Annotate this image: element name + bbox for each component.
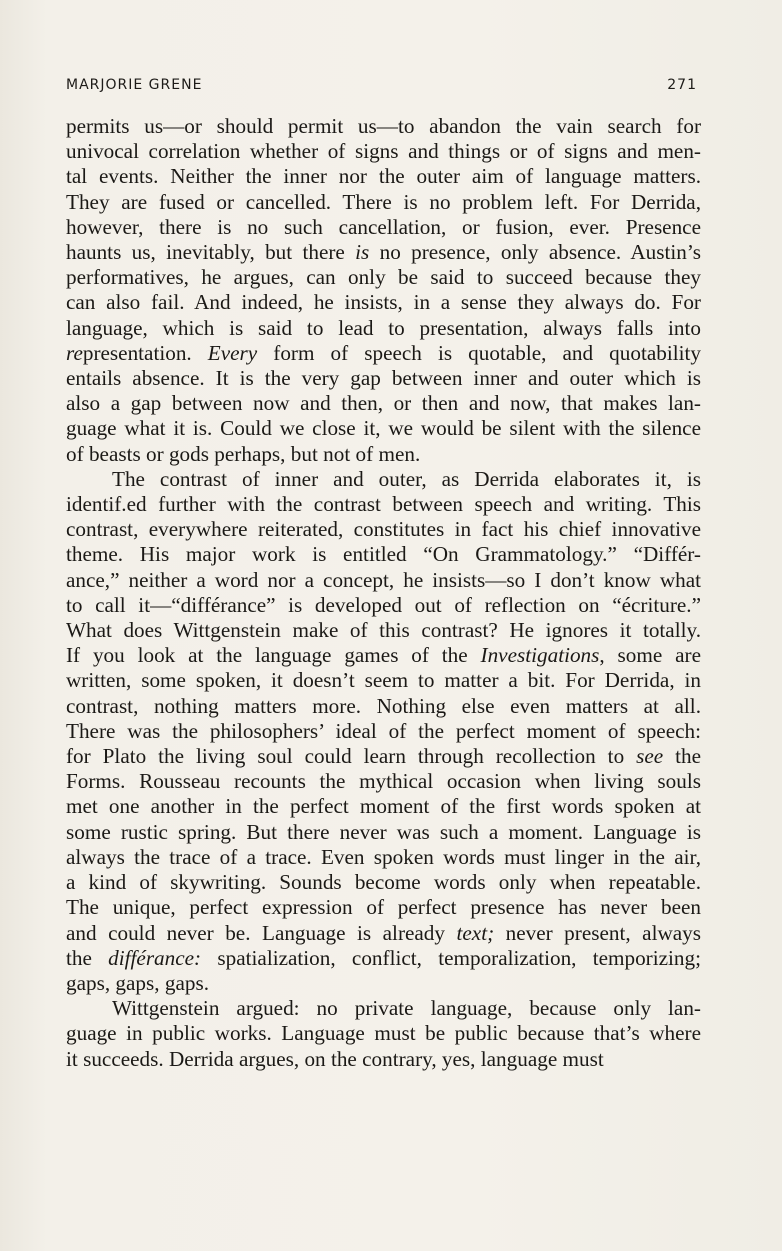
text-line: and could never be. Language is already text; never present, always (66, 920, 701, 945)
text-line: language, which is said to lead to presentation, always falls into (66, 315, 701, 340)
text-line: the différance: spatialization, conflict, temporalization, temporizing; (66, 945, 701, 970)
text-line: written, some spoken, it doesn’t seem to matter a bit. For Derrida, in (66, 668, 701, 693)
text-line: gaps, gaps, gaps. (66, 970, 209, 995)
text-line: The contrast of inner and outer, as Derrida elaborates it, is (112, 466, 701, 491)
text-line: permits us—or should permit us—to abandon the vain search for (66, 114, 701, 138)
text-line: identif.ed further with the contrast between speech and writing. This (66, 492, 701, 517)
text-line: for Plato the living soul could learn through recollection to see the (66, 744, 701, 769)
italic-text: text; (456, 920, 495, 945)
text-line: also a gap between now and then, or then and now, that makes lan- (66, 391, 701, 416)
text-line: ance,” neither a word nor a concept, he insists—so I don’t know what (66, 567, 701, 592)
text-line: Wittgenstein argued: no private language, because only lan- (112, 996, 701, 1021)
text-line: guage what it is. Could we close it, we would be silent with the silence (66, 416, 701, 441)
text-line: The unique, perfect expression of perfect presence has never been (66, 895, 701, 920)
running-head-author: MARJORIE GRENE (66, 77, 203, 93)
text-line: of beasts or gods perhaps, but not of men. (66, 441, 421, 466)
text-line: contrast, nothing matters more. Nothing else even matters at all. (66, 693, 701, 718)
italic-text: Every (207, 340, 258, 365)
body-text (66, 114, 701, 1072)
text-line: can also fail. And indeed, he insists, in a sense they always do. For (66, 290, 701, 315)
text-line: They are fused or cancelled. There is no problem left. For Derrida, (66, 189, 701, 214)
text-line: guage in public works. Language must be public because that’s where (66, 1021, 701, 1046)
text-line: univocal correlation whether of signs and things or of signs and men- (66, 139, 701, 164)
italic-text: différance: (108, 945, 202, 970)
paragraph-2 (66, 467, 701, 996)
paragraph-3 (66, 996, 701, 1072)
italic-text: Investigations (480, 643, 600, 668)
text-line: contrast, everywhere reiterated, constitutes in fact his chief innovative (66, 517, 701, 542)
italic-text: is (355, 240, 370, 265)
text-line: some rustic spring. But there never was such a moment. Language is (66, 819, 701, 844)
text-line: What does Wittgenstein make of this contrast? He ignores it totally. (66, 618, 701, 643)
text-line: a kind of skywriting. Sounds become words only when repeatable. (66, 870, 701, 895)
page-number: 271 (667, 77, 697, 93)
text-line: performatives, he argues, can only be said to succeed because they (66, 265, 701, 290)
running-header (66, 77, 697, 93)
text-line: met one another in the perfect moment of the first words spoken at (66, 794, 701, 819)
paragraph-1 (66, 114, 701, 467)
text-line: entails absence. It is the very gap between inner and outer which is (66, 366, 701, 391)
text-line: to call it—“différance” is developed out of reflection on “écriture.” (66, 592, 701, 617)
text-line: representation. Every form of speech is quotable, and quotability (66, 340, 701, 365)
text-line: haunts us, inevitably, but there is no presence, only absence. Austin’s (66, 240, 701, 265)
text-line: If you look at the language games of the Investigations, some are (66, 643, 701, 668)
text-line: Forms. Rousseau recounts the mythical occasion when living souls (66, 769, 701, 794)
text-line: it succeeds. Derrida argues, on the contrary, yes, language must (66, 1046, 604, 1071)
text-line: tal events. Neither the inner nor the outer aim of language matters. (66, 164, 701, 189)
text-line: always the trace of a trace. Even spoken words must linger in the air, (66, 844, 701, 869)
text-line: however, there is no such cancellation, or fusion, ever. Presence (66, 214, 701, 239)
text-line: There was the philosophers’ ideal of the perfect moment of speech: (66, 718, 701, 743)
italic-text: see (636, 744, 664, 769)
italic-text: re (66, 340, 83, 365)
text-line: theme. His major work is entitled “On Grammatology.” “Différ- (66, 542, 701, 567)
